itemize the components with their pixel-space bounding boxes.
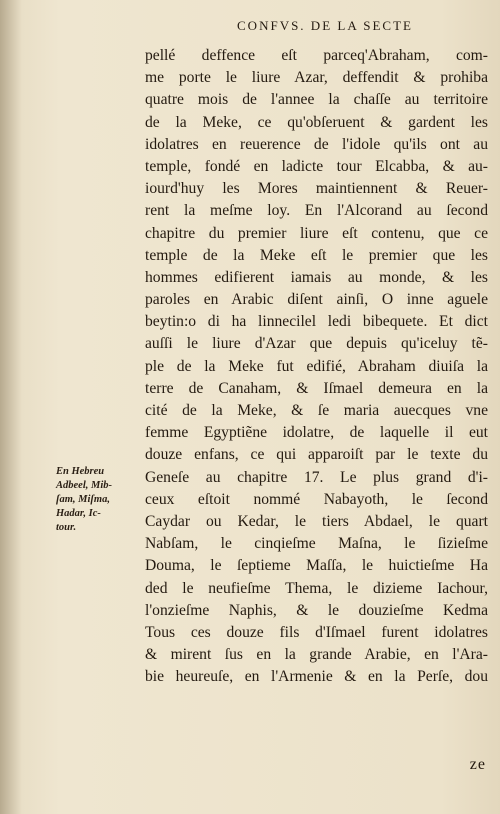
text-line: cité de la Meke, & ſe maria auecques vne xyxy=(145,402,488,419)
text-line: ceux eſtoit nommé Nabayoth, le ſecond xyxy=(145,490,488,508)
text-line: temple de la Meke eſt le premier que les xyxy=(145,246,488,264)
text-line: hommes edifierent iamais au monde, & les xyxy=(145,268,488,286)
text-line: Caydar ou Kedar, le tiers Abdael, le quart xyxy=(145,512,488,530)
text-line: temple, fondé en ladicte tour Elcabba, & au- xyxy=(145,157,488,175)
text-line: l'onzieſme Naphis, & le douzieſme Kedma xyxy=(145,601,488,619)
margin-note xyxy=(56,465,141,535)
text-line: auſſi le liure d'Azar que depuis qu'iceluy tẽ- xyxy=(145,335,488,353)
text-line: me porte le liure Azar, deffendit & prohiba xyxy=(145,69,488,87)
text-line: femme Egyptiẽne idolatre, de laquelle il eut xyxy=(145,424,488,442)
text-line: ple de la Meke fut edifié, Abraham diuiſa la xyxy=(145,357,488,375)
text-line: Douma, le ſeptieme Maſſa, le huictieſme Ha xyxy=(145,557,488,575)
text-line: ded le neufieſme Thema, le dizieme Iachour, xyxy=(145,579,488,597)
catchword: ze xyxy=(469,756,486,773)
text-line: chapitre du premier liure eſt contenu, que ce xyxy=(145,224,488,242)
text-line: de la Meke, ce qu'obſeruent & gardent les xyxy=(145,113,488,131)
text-line: iourd'huy les Mores maintiennent & Reuer- xyxy=(145,180,488,198)
text-line: pellé deffence eſt parceq'Abraham, com- xyxy=(145,47,488,64)
text-line: idolatres en reuerence de l'idole qu'ils ont au xyxy=(145,135,488,153)
margin-note-line: En Hebreu xyxy=(56,466,105,477)
text-line: douze enfans, ce qui apparoiſt par le texte du xyxy=(145,446,488,464)
body-text xyxy=(145,45,488,688)
text-line: bie heureuſe, en l'Armenie & en la Perſe, dou xyxy=(145,668,488,686)
text-line: Geneſe au chapitre 17. Le plus grand d'i- xyxy=(145,468,488,486)
text-line: paroles en Arabic diſent ainſi, O inne aguele xyxy=(145,291,488,309)
margin-note-line: tour. xyxy=(56,522,77,533)
margin-note-line: Adbeel, Mib- xyxy=(56,480,112,491)
text-line: rent la meſme loy. En l'Alcorand au ſecond xyxy=(145,202,488,220)
text-line: beytin:o di ha linnecilel ledi bibequete. Et dict xyxy=(145,313,488,331)
text-line: Nabſam, le cinqieſme Maſna, le ſizieſme xyxy=(145,535,488,553)
text-line: terre de Canaham, & Iſmael demeura en la xyxy=(145,379,488,397)
margin-note-line: Hadar, Ic- xyxy=(56,508,101,519)
margin-note-line: ſam, Miſma, xyxy=(56,494,110,505)
text-line: quatre mois de l'annee la chaſſe au territoire xyxy=(145,91,488,109)
text-line: Tous ces douze fils d'Iſmael furent idolatres xyxy=(145,623,488,641)
running-head: CONFVS. DE LA SECTE xyxy=(237,18,413,33)
text-line: & mirent ſus en la grande Arabie, en l'Ara- xyxy=(145,646,488,664)
